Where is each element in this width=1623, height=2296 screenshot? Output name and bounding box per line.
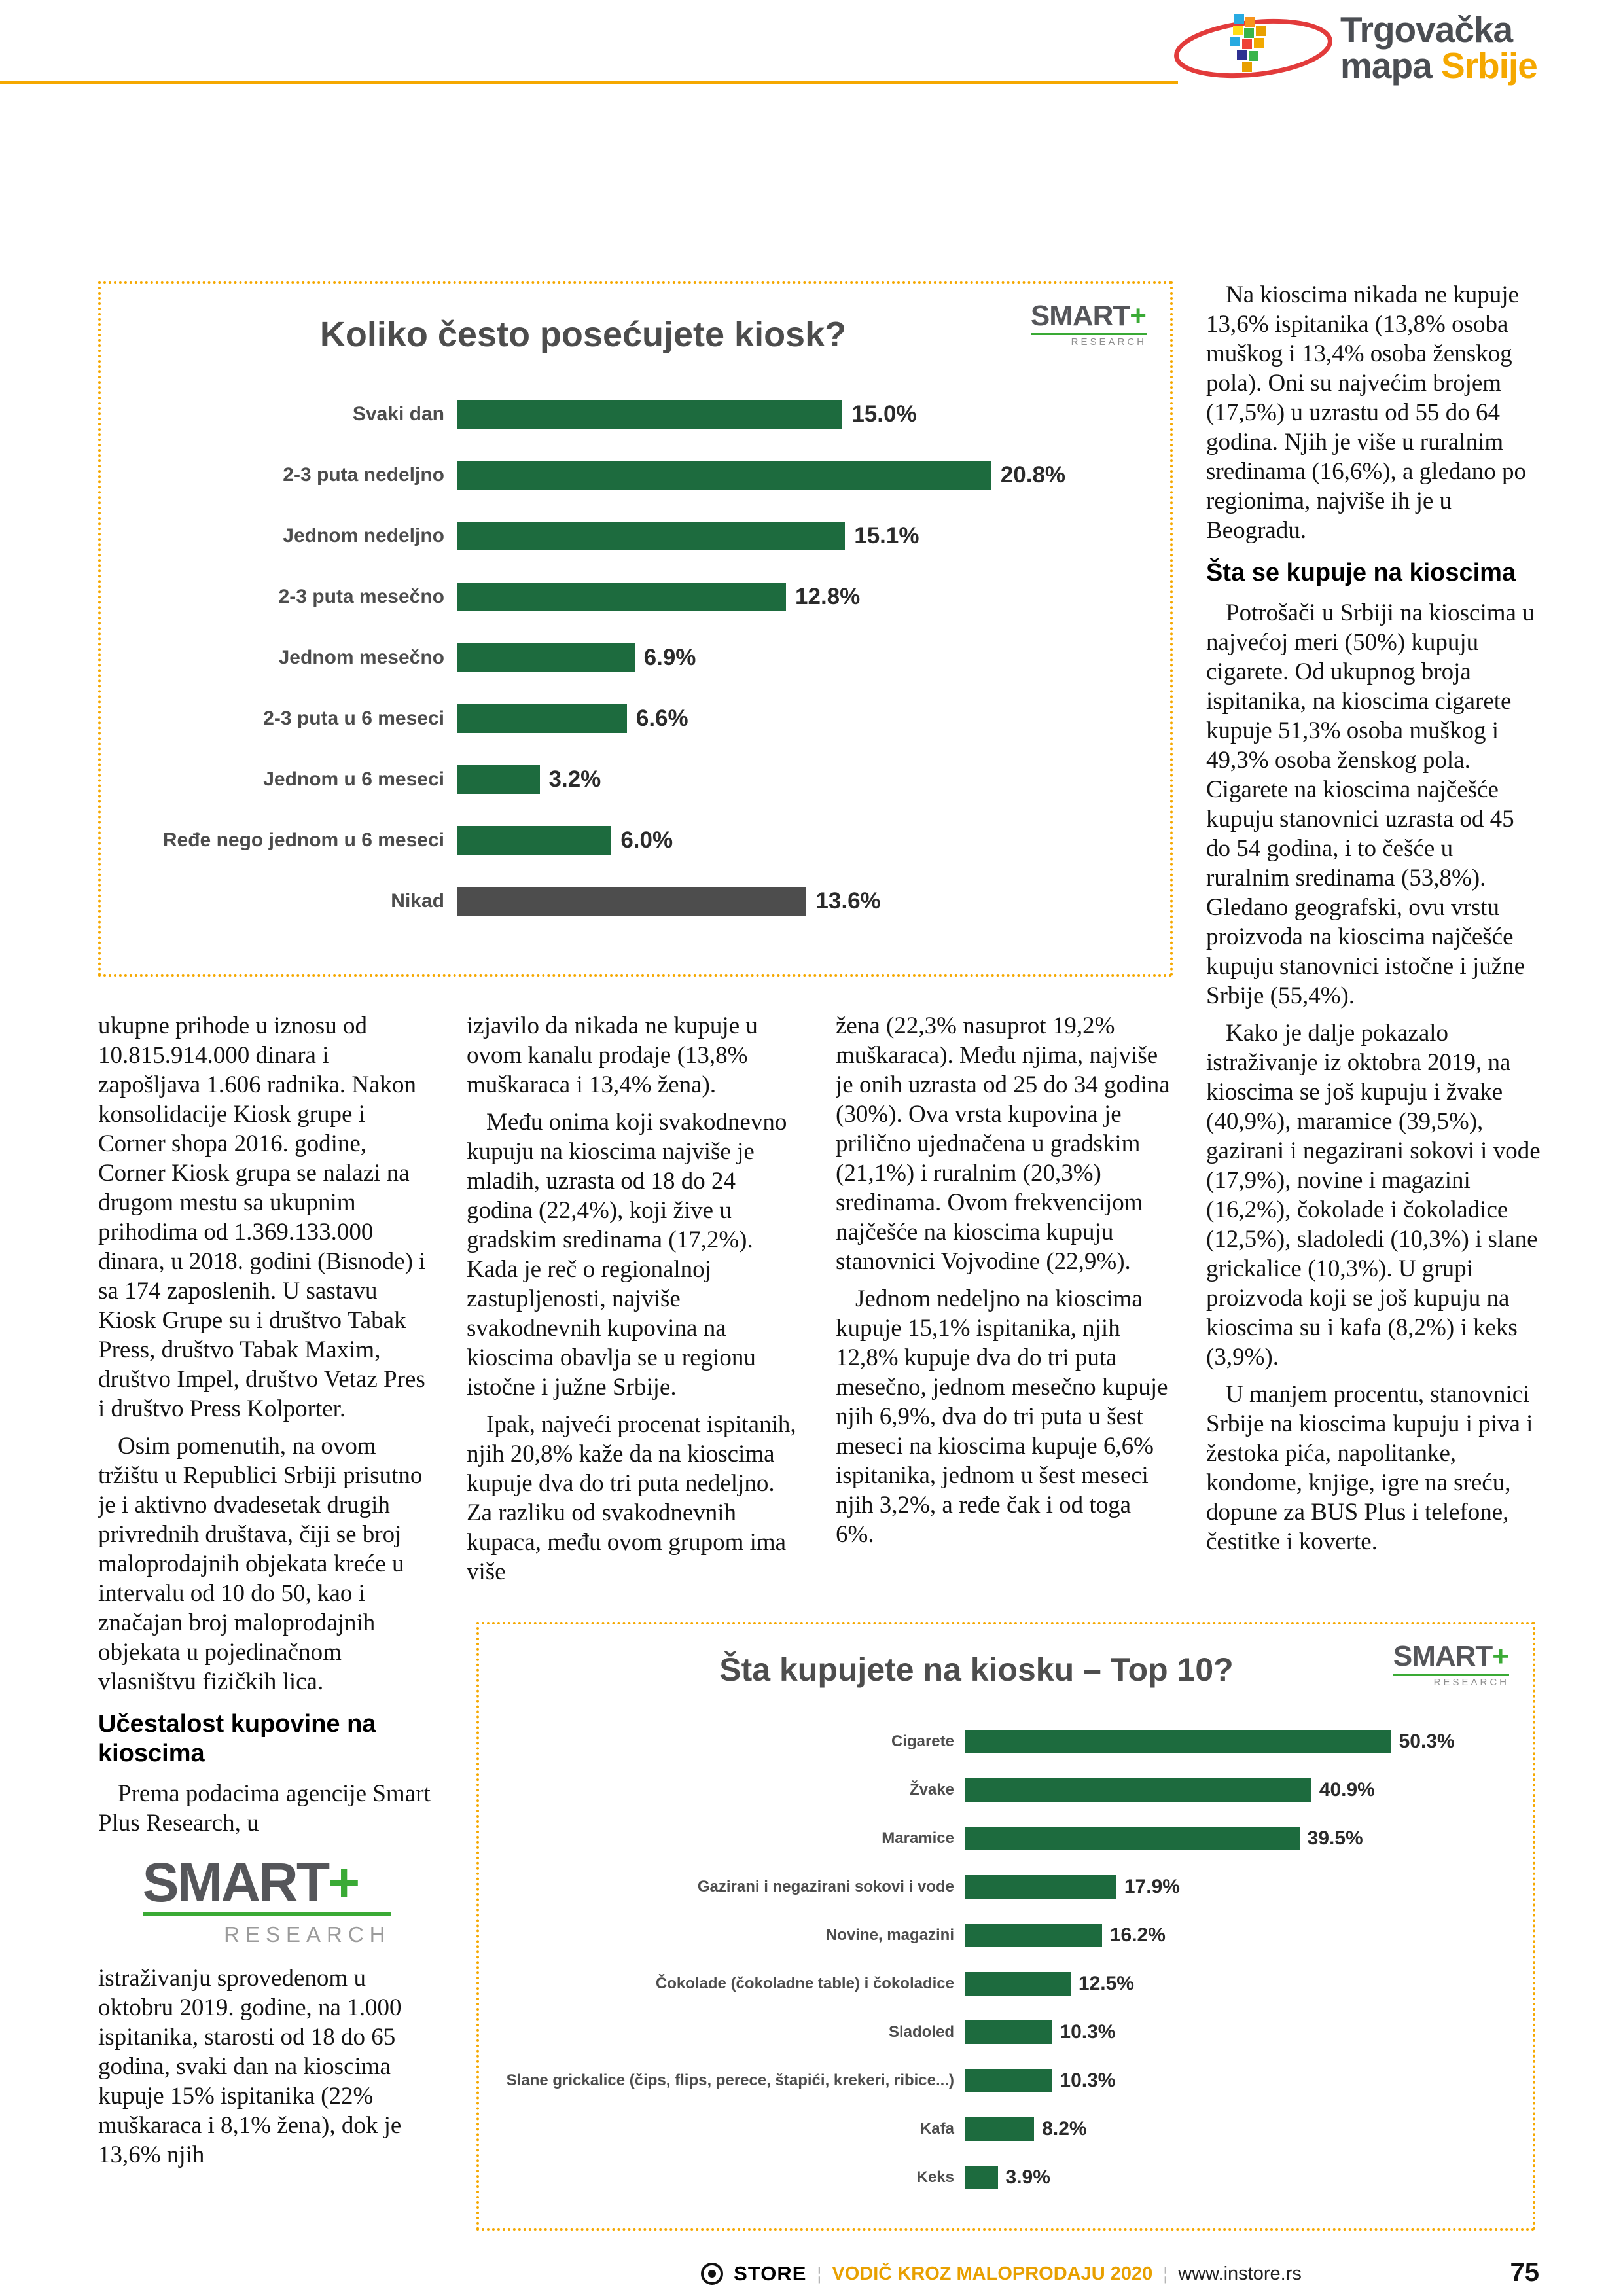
column-right — [1206, 280, 1541, 1601]
bar-track — [457, 887, 1150, 916]
bar-chart — [496, 1717, 1516, 2202]
bar-category-label: Maramice — [882, 1829, 954, 1847]
paragraph: Među onima koji svakodnevno kupuju na kioscima najviše je mladih, uzrasta od 18 do 24 godina (22,4%), koji žive u gradskim sredinama (17,2%). Kada je reč o regionalnoj zastupljenosti, najviše svakodnevnih kupovina na kioscima obavlja se u regionu istočne i južne Srbije. — [467, 1109, 787, 1401]
footer-website-link[interactable]: www.instore.rs — [1178, 2263, 1302, 2284]
smart-research-text: RESEARCH — [1031, 333, 1147, 348]
smart-logo-text: SMART — [1393, 1640, 1493, 1672]
bar-category-label: Novine, magazini — [825, 1926, 954, 1944]
masthead-srbije: Srbije — [1440, 45, 1537, 86]
bar-track — [965, 1827, 1516, 1850]
bar-value-label: 6.0% — [620, 827, 673, 853]
bar-category-label: 2-3 puta u 6 meseci — [263, 707, 444, 729]
bar — [457, 704, 627, 733]
paragraph: Prema podacima agencije Smart Plus Research, u — [98, 1780, 431, 1837]
bar-track — [965, 1875, 1516, 1899]
bar-value-label: 6.6% — [635, 705, 688, 731]
instore-circle-icon — [701, 2263, 723, 2285]
bar-track — [965, 2117, 1516, 2141]
bar-row — [120, 870, 1150, 931]
smart-plus-logo — [1393, 1640, 1509, 1688]
smart-plus-icon: + — [1130, 300, 1147, 332]
page-footer — [0, 2262, 1623, 2286]
bar-value-label: 12.5% — [1078, 1973, 1134, 1994]
bar-track — [457, 765, 1150, 794]
bar — [457, 826, 611, 855]
bar-category-label: Čokolade (čokoladne table) i čokoladice — [655, 1975, 954, 1992]
bar — [457, 522, 845, 550]
bar-category-label: Slane grickalice (čips, flips, perece, štapići, krekeri, ribice...) — [506, 2072, 954, 2089]
bar — [965, 1730, 1391, 1753]
bar-track — [965, 2020, 1516, 2044]
bar-row — [496, 2153, 1516, 2202]
bar-value-label: 6.9% — [643, 644, 696, 670]
smart-plus-logo — [1031, 300, 1147, 348]
bar-row — [496, 1717, 1516, 1766]
bar-track — [965, 2166, 1516, 2189]
top-orange-rule — [0, 81, 1178, 84]
masthead-line1: Trgovačka — [1340, 9, 1513, 50]
column-3 — [836, 1011, 1171, 1617]
bar-row — [496, 2105, 1516, 2153]
smart-research-text: RESEARCH — [1393, 1674, 1509, 1688]
bar-row — [120, 688, 1150, 749]
bar-category-label: 2-3 puta nedeljno — [283, 463, 444, 486]
bar-track — [457, 461, 1150, 490]
bar-track — [965, 1924, 1516, 1947]
paragraph: Potrošači u Srbiji na kioscima u najvećoj meri (50%) kupuju cigarete. Od ukupnog broja ispitanika, na kioscima cigarete kupuje 51,3% osoba muškog i 49,3% osoba ženskog pola. Cigarete na kioscima najčešće kupuju stanovnici uzrasta od 45 do 54 godina, i to češće u ruralnim sredinama (53,8%). Gledano geografski, ovu vrstu proizvoda na kioscima najčešće kupuju stanovnici istočne i južne Srbije (55,4%). — [1206, 599, 1535, 1009]
paragraph: izjavilo da nikada ne kupuje u ovom kanalu prodaje (13,8% muškaraca i 13,4% žena). — [467, 1013, 758, 1098]
bar-track — [457, 522, 1150, 550]
bar-category-label: Cigarete — [891, 1732, 954, 1750]
bar-value-label: 3.9% — [1005, 2166, 1050, 2188]
bar-row — [496, 2056, 1516, 2105]
bar-value-label: 12.8% — [795, 583, 861, 609]
bar-track — [965, 2069, 1516, 2092]
smart-research-text: RESEARCH — [224, 1922, 391, 1946]
bar — [965, 1924, 1102, 1947]
bar-value-label: 17.9% — [1124, 1876, 1180, 1897]
footer-separator: ¦ — [1163, 2263, 1168, 2284]
bar-row — [120, 810, 1150, 870]
bar-row — [496, 2008, 1516, 2056]
paragraph: žena (22,3% nasuprot 19,2% muškaraca). Među njima, najviše je onih uzrasta od 25 do 34 godina (30%). Ova vrsta kupovina je prilično ujednačena u gradskim (21,1%) i ruralnim (20,3%) sredinama. Ovom frekvencijom najčešće na kioscima kupuju stanovnici Vojvodine (22,9%). — [836, 1013, 1170, 1275]
bar-value-label: 50.3% — [1399, 1731, 1455, 1752]
bar-category-label: Svaki dan — [352, 403, 444, 425]
bar-category-label: Žvake — [909, 1781, 954, 1799]
bar-row — [496, 1766, 1516, 1814]
paragraph: Jednom nedeljno na kioscima kupuje 15,1% ispitanika, njih 12,8% kupuje dva do tri puta mesečno, jednom mesečno kupuje njih 6,9%, dva do tri puta u šest meseci na kioscima kupuje 6,6% ispitanika, jednom u šest meseci njih 3,2%, a ređe čak i od toga 6%. — [836, 1285, 1168, 1548]
section-heading-ucestalost: Učestalost kupovine na kioscima — [98, 1710, 376, 1767]
column-1 — [98, 1011, 435, 2263]
bar-category-label: Nikad — [391, 889, 444, 912]
bar-row — [120, 566, 1150, 627]
bar — [965, 1972, 1071, 1996]
bar-value-label: 10.3% — [1060, 2021, 1116, 2043]
section-heading-sta-se-kupuje: Šta se kupuje na kioscima — [1206, 559, 1516, 586]
bar-track — [457, 643, 1150, 672]
footer-guide-title: VODIČ KROZ MALOPRODAJU 2020 — [832, 2263, 1153, 2284]
bar-row — [496, 1863, 1516, 1911]
bar-category-label: Jednom u 6 meseci — [263, 768, 444, 790]
bar-track — [965, 1730, 1516, 1753]
bar-row — [496, 1911, 1516, 1960]
bar-category-label: Ređe nego jednom u 6 meseci — [162, 829, 444, 851]
bar-track — [965, 1972, 1516, 1996]
bar-row — [120, 627, 1150, 688]
serbia-map-icon — [1171, 9, 1342, 82]
bar-value-label: 16.2% — [1109, 1924, 1166, 1946]
bar — [457, 765, 540, 794]
chart-title: Koliko često posećujete kiosk? — [319, 315, 847, 354]
bar — [457, 583, 786, 611]
bar-track — [457, 826, 1150, 855]
bar-track — [965, 1778, 1516, 1802]
bar — [457, 461, 991, 490]
bar — [457, 643, 635, 672]
bar-value-label: 15.1% — [854, 522, 919, 548]
column-2 — [467, 1011, 804, 1617]
bar-row — [496, 1814, 1516, 1863]
bar-category-label: 2-3 puta mesečno — [278, 585, 444, 607]
page-number: 75 — [1510, 2258, 1539, 2287]
paragraph: istraživanju sprovedenom u oktobru 2019. godine, na 1.000 ispitanika, starosti od 18 do 65 godina, svaki dan na kioscima kupuje 15% ispitanika (22% muškaraca i 8,1% žena), dok je 13,6% njih — [98, 1964, 402, 2168]
paragraph: Ipak, najveći procenat ispitanih, njih 20,8% kaže da na kioscima kupuje dva do tri puta nedeljno. Za razliku od svakodnevnih kupaca, među ovom grupom ima više — [467, 1411, 796, 1585]
bar-category-label: Jednom nedeljno — [283, 524, 444, 547]
paragraph: Na kioscima nikada ne kupuje 13,6% ispitanika (13,8% osoba muškog i 13,4% osoba ženskog pola). Oni su najvećim brojem (17,5%) u uzrastu od 55 do 64 godina. Njih je više u ruralnim sredinama (16,6%), a gledano po regionima, najviše ih je u Beogradu. — [1206, 281, 1527, 544]
bar-value-label: 13.6% — [815, 888, 881, 914]
smart-logo-text: SMART — [1030, 300, 1130, 332]
bar-row — [496, 1960, 1516, 2008]
smart-logo-text: SMART+ — [142, 1851, 359, 1913]
bar — [965, 1875, 1116, 1899]
smart-plus-research-logo — [142, 1851, 391, 1949]
bar-value-label: 15.0% — [851, 401, 917, 427]
paragraph: Kako je dalje pokazalo istraživanje iz oktobra 2019, na kioscima se još kupuju i žvake (40,9%), maramice (39,5%), gazirani i negazirani sokovi i vode (17,9%), novine i magazini (16,2%), čokolade i čokoladice (12,5%), sladoledi (10,3%) i slane grickalice (10,3%). U grupi proizvoda koji se još kupuju na kioscima su i kafa (8,2%) i keks (3,9%). — [1206, 1019, 1541, 1371]
bar — [965, 2117, 1034, 2141]
smart-plus-icon: + — [328, 1851, 359, 1913]
footer-separator: ¦ — [817, 2263, 822, 2284]
bar-value-label: 10.3% — [1060, 2070, 1116, 2091]
masthead-title — [1340, 9, 1537, 86]
bar — [965, 2020, 1052, 2044]
footer-brand: STORE — [734, 2262, 807, 2285]
bar-category-label: Gazirani i negazirani sokovi i vode — [697, 1878, 954, 1895]
bar-track — [457, 400, 1150, 429]
bar-value-label: 40.9% — [1319, 1779, 1375, 1801]
chart-title: Šta kupujete na kiosku – Top 10? — [719, 1651, 1234, 1688]
bar-value-label: 20.8% — [1000, 461, 1066, 488]
bar-value-label: 8.2% — [1042, 2118, 1087, 2140]
bar — [965, 2069, 1052, 2092]
bar-category-label: Kafa — [919, 2120, 954, 2138]
bar-row — [120, 444, 1150, 505]
bar-chart — [120, 384, 1150, 931]
bar-track — [457, 704, 1150, 733]
masthead-line2: mapa Srbije — [1340, 45, 1537, 86]
bar-value-label: 39.5% — [1307, 1827, 1363, 1849]
masthead-logo — [1171, 9, 1610, 85]
paragraph: U manjem procentu, stanovnici Srbije na kioscima kupuju i piva i žestoka pića, napolitanke, kondome, knjige, igre na sreću, dopune za BUS Plus i telefone, čestitke i koverte. — [1206, 1380, 1533, 1555]
bar-category-label: Jednom mesečno — [278, 646, 444, 668]
bar-value-label: 3.2% — [548, 766, 601, 792]
bar-track — [457, 583, 1150, 611]
bar — [965, 2166, 998, 2189]
bar-category-label: Sladoled — [888, 2023, 954, 2041]
bar — [965, 1827, 1300, 1850]
paragraph: ukupne prihode u iznosu od 10.815.914.000 dinara i zapošljava 1.606 radnika. Nakon konsolidacije Kiosk grupe i Corner shopa 2016. godine, Corner Kiosk grupa se nalazi na drugom mestu sa ukupnim prihodima od 1.369.133.000 dinara, u 2018. godini (Bisnode) i sa 174 zaposlenih. U sastavu Kiosk Grupe su i društvo Tabak Press, društvo Tabak Maxim, društvo Impel, društvo Vetaz Pres i društvo Press Kolporter. — [98, 1013, 426, 1422]
bar-category-label: Keks — [916, 2168, 954, 2186]
bar-row — [120, 749, 1150, 810]
bar — [457, 400, 842, 429]
paragraph: Osim pomenutih, na ovom tržištu u Republici Srbiji prisutno je i aktivno dvadesetak drugih privrednih društava, čiji se broj maloprodajnih objekata kreće u intervalu od 10 do 50, kao i značajan broj maloprodajnih objekata u pojedinačnom vlasništvu fizičkih lica. — [98, 1433, 423, 1695]
bar-row — [120, 384, 1150, 444]
smart-plus-icon: + — [1492, 1640, 1509, 1672]
bar-row — [120, 505, 1150, 566]
chart-top10-purchases — [476, 1622, 1535, 2231]
chart-kiosk-visit-frequency — [98, 281, 1173, 977]
bar — [457, 887, 806, 916]
bar — [965, 1778, 1311, 1802]
